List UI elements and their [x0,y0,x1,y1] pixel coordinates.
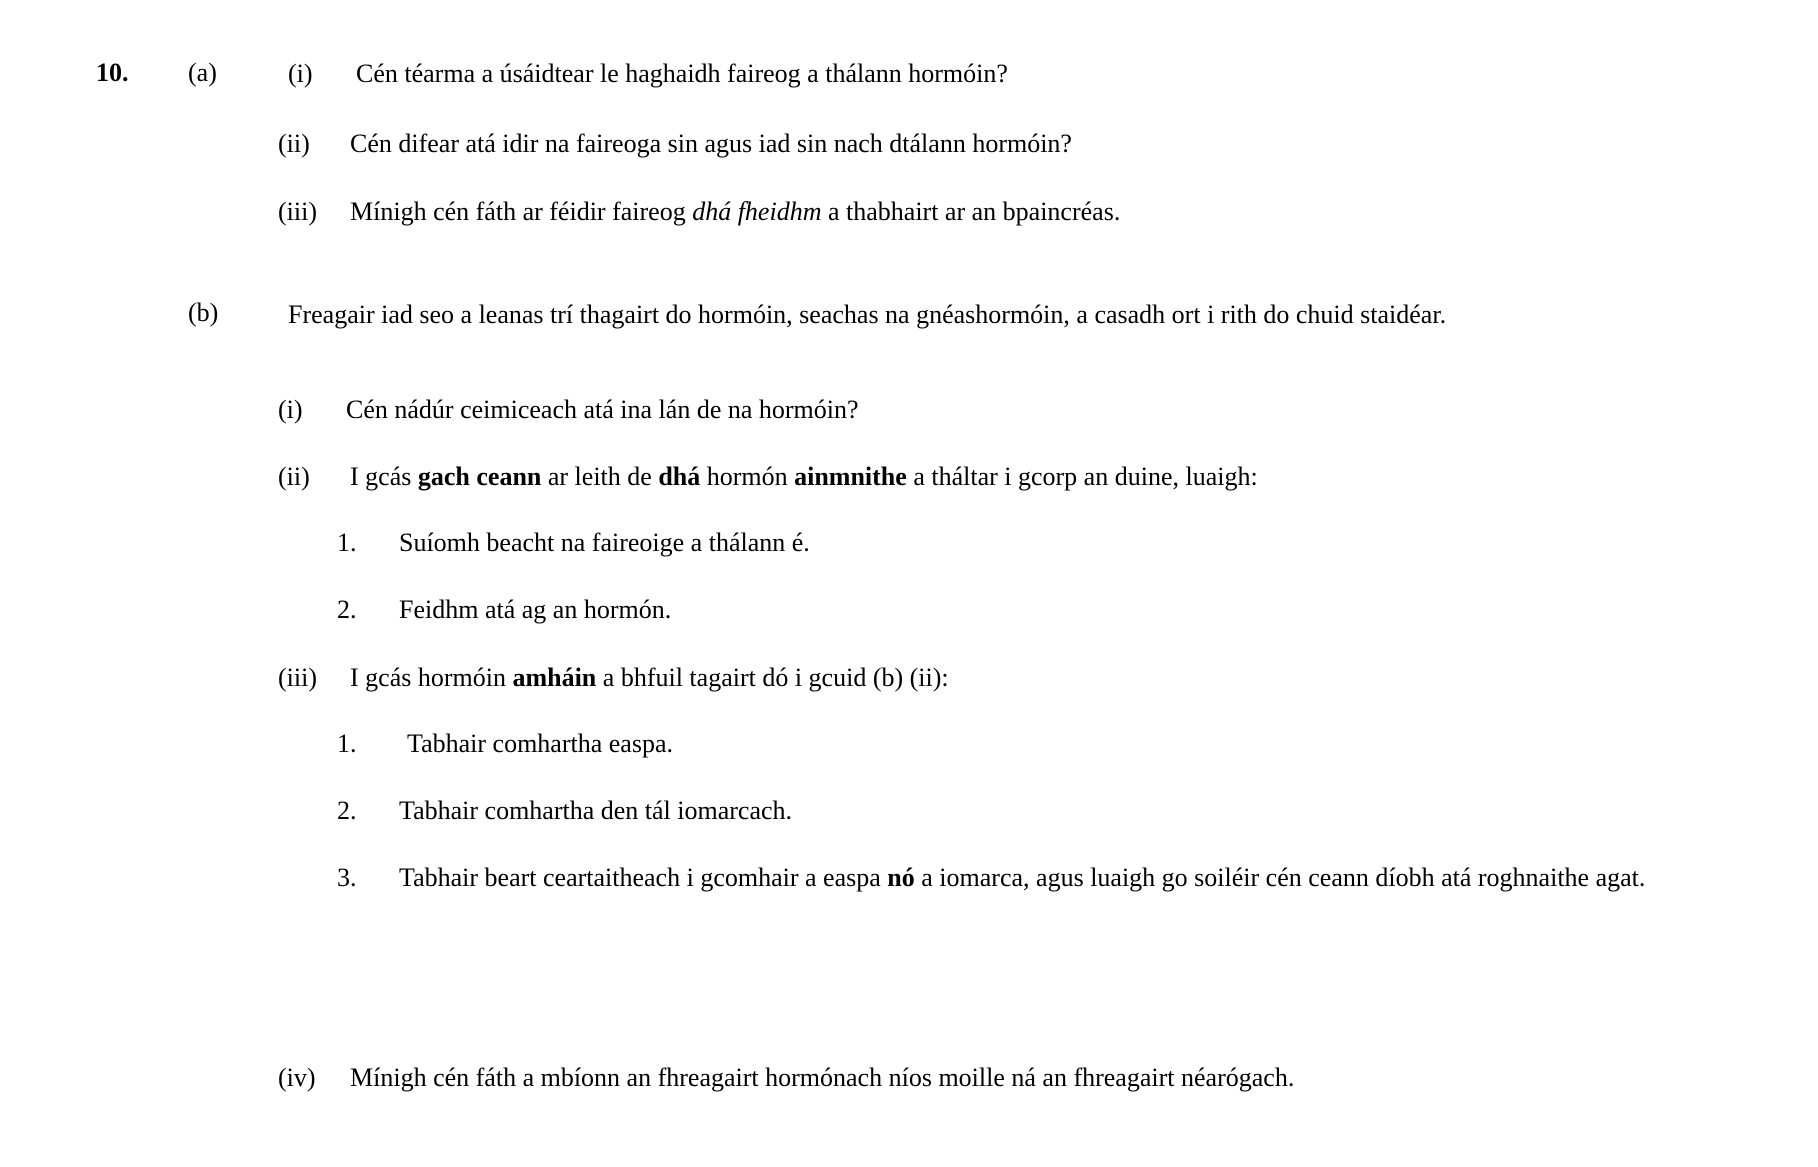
sub-text-b-iii-3-seg1: Tabhair beart ceartaitheach i gcomhair a easpa [399,863,888,892]
part-label-a: (a) [188,58,217,87]
question-number: 10. [96,58,129,87]
item-text-b-ii-bold1: gach ceann [417,462,542,491]
item-text-a-i: Cén téarma a úsáidtear le haghaidh faireog a thálann hormóin? [356,59,1008,88]
question-10-part-b-item-i [278,392,1758,428]
item-marker-b-iii: (iii) [278,663,317,692]
item-text-b-ii-seg3: hormón [700,462,795,491]
item-marker-b-ii: (ii) [278,462,310,491]
part-b-intro-text: Freagair iad seo a leanas trí thagairt do hormóin, seachas na gnéashormóin, a casadh ort i rith do chuid staidéar. [288,300,1447,329]
question-10-part-b-intro [188,296,1708,333]
item-text-a-ii: Cén difear atá idir na faireoga sin agus iad sin nach dtálann hormóin? [350,129,1072,158]
item-text-b-ii [350,459,1710,495]
item-text-b-ii-seg1: I gcás [350,462,418,491]
question-10-part-b-item-iii-sub-2 [337,793,1757,829]
item-text-a-iii [350,194,1700,230]
question-10-part-b-item-iv [278,1060,1778,1096]
question-10-part-b-item-ii [278,459,1778,495]
sub-marker-b-iii-1: 1. [337,729,357,758]
sub-text-b-iii-3-seg2: a iomarca, agus luaigh go soiléir cén ceann díobh atá roghnaithe agat. [914,863,1646,892]
item-marker-b-iv: (iv) [278,1063,316,1092]
part-label-b: (b) [188,298,219,327]
question-10-part-b-item-iii [278,660,1758,696]
question-10-part-b-item-iii-sub-1 [337,726,1757,762]
question-10-part-a-item-iii [278,194,1758,230]
sub-marker-b-ii-1: 1. [337,528,357,557]
sub-text-b-iii-1: Tabhair comhartha easpa. [407,729,673,758]
sub-text-b-iii-3 [399,860,1709,896]
item-text-b-iii-seg2: a bhfuil tagairt dó i gcuid (b) (ii): [596,663,949,692]
sub-marker-b-ii-2: 2. [337,595,357,624]
item-text-a-iii-emphasis: dhá fheidhm [692,197,822,226]
item-text-b-iv: Mínigh cén fáth a mbíonn an fhreagairt hormónach níos moille ná an fhreagairt néarógach. [350,1063,1295,1092]
item-text-b-iii-bold1: amháin [512,663,597,692]
item-text-b-ii-seg4: a tháltar i gcorp an duine, luaigh: [906,462,1258,491]
item-text-b-iii-seg1: I gcás hormóin [350,663,513,692]
sub-marker-b-iii-3: 3. [337,863,357,892]
question-10-part-b-item-ii-sub-1 [337,525,1757,561]
question-10-part-a-item-i [96,56,1756,92]
item-marker-a-ii: (ii) [278,129,310,158]
item-text-b-ii-bold2: dhá [658,462,701,491]
item-text-b-ii-bold3: ainmnithe [794,462,907,491]
question-10-part-b-item-iii-sub-3 [337,860,1777,896]
item-text-a-iii-before: Mínigh cén fáth ar féidir faireog [350,197,693,226]
item-text-b-ii-seg2: ar leith de [541,462,659,491]
question-10-part-b-item-ii-sub-2 [337,592,1757,628]
sub-text-b-ii-1: Suíomh beacht na faireoige a thálann é. [399,528,810,557]
item-marker-a-i: (i) [288,59,313,88]
item-text-b-iii [350,660,1710,696]
item-marker-a-iii: (iii) [278,197,317,226]
item-text-a-iii-after: a thabhairt ar an bpaincréas. [821,197,1121,226]
item-text-b-i: Cén nádúr ceimiceach atá ina lán de na hormóin? [346,395,859,424]
sub-marker-b-iii-2: 2. [337,796,357,825]
sub-text-b-iii-2: Tabhair comhartha den tál iomarcach. [399,796,793,825]
item-marker-b-i: (i) [278,395,303,424]
sub-text-b-ii-2: Feidhm atá ag an hormón. [399,595,672,624]
question-10-part-a-item-ii [278,126,1758,162]
sub-text-b-iii-3-bold1: nó [887,863,915,892]
